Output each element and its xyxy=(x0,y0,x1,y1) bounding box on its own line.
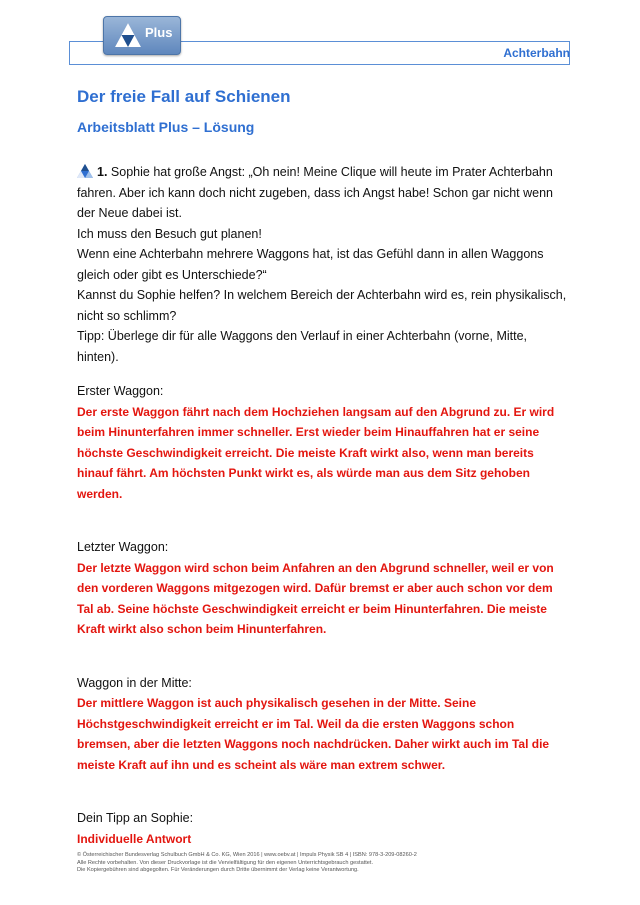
copyright-footer xyxy=(77,852,567,875)
header-topic: Achterbahn xyxy=(503,46,570,60)
answer-tip-for-sophie: Individuelle Antwort xyxy=(77,831,192,846)
footer-line: Alle Rechte vorbehalten. Von dieser Druckvorlage ist die Vervielfältigung für den eigenen Unterrichtsgebrauch gestattet. xyxy=(77,859,374,866)
page-title: Der freie Fall auf Schienen xyxy=(77,87,291,106)
task-paragraph: Kannst du Sophie helfen? In welchem Bereich der Achterbahn wird es, rein physikalisch, nicht so schlimm? xyxy=(77,288,567,323)
task-number: 1. xyxy=(97,165,108,179)
task-tip: Tipp: Überlege dir für alle Waggons den Verlauf in einer Achterbahn (vorne, Mitte, hinten). xyxy=(77,329,528,364)
page-subtitle: Arbeitsblatt Plus – Lösung xyxy=(77,119,255,135)
task-paragraph: Wenn eine Achterbahn mehrere Waggons hat, ist das Gefühl dann in allen Waggons gleich oder gibt es Unterschiede?“ xyxy=(77,247,544,282)
section-label-tip-for-sophie: Dein Tipp an Sophie: xyxy=(77,811,194,825)
worksheet-content xyxy=(77,162,567,849)
answer-middle-waggon: Der mittlere Waggon ist auch physikalisch gesehen in der Mitte. Seine Höchstgeschwindigkeit erreicht er im Tal. Weil da die ersten Waggons schon bremsen, aber die letzten Waggons noch nachdrücken. Daher wirkt auch im Tal die meiste Kraft auf ihn und es scheint als wäre man extrem schwer. xyxy=(77,696,550,772)
level-triangle-icon xyxy=(77,164,93,178)
plus-logo xyxy=(103,16,181,55)
footer-line: © Österreichischer Bundesverlag Schulbuch GmbH & Co. KG, Wien 2016 | www.oebv.at | Impuls Physik SB 4 | ISBN: 978-3-209-08260-2 xyxy=(77,852,417,858)
task-paragraph xyxy=(77,162,567,224)
answer-last-waggon: Der letzte Waggon wird schon beim Anfahren an den Abgrund schneller, weil er von den vorderen Waggons mitgezogen wird. Dafür bremst er aber auch schon vor dem Tal ab. Seine höchste Geschwindigkeit erreicht er beim Hinunterfahren. Die meiste Kraft wirkt also schon beim Hinunterfahren. xyxy=(77,560,554,636)
pyramid-logo-icon xyxy=(114,22,142,48)
section-label-first-waggon: Erster Waggon: xyxy=(77,384,164,398)
footer-line: Die Kopiergebühren sind abgegolten. Für Veränderungen durch Dritte übernimmt der Verlag keine Verantwortung. xyxy=(77,867,359,873)
task-1 xyxy=(77,162,567,367)
logo-label: Plus xyxy=(145,25,173,40)
section-label-last-waggon: Letzter Waggon: xyxy=(77,540,169,554)
task-paragraph: Ich muss den Besuch gut planen! xyxy=(77,226,262,241)
section-label-middle-waggon: Waggon in der Mitte: xyxy=(77,675,192,690)
task-text: Sophie hat große Angst: „Oh nein! Meine Clique will heute im Prater Achterbahn fahren. Aber ich kann doch nicht zugeben, dass ich Angst habe! Schon gar nicht wenn der Neue dabei ist. xyxy=(77,165,554,220)
answer-first-waggon: Der erste Waggon fährt nach dem Hochziehen langsam auf den Abgrund zu. Er wird beim Hinunterfahren immer schneller. Erst wieder beim Hinauffahren hat er seine höchste Geschwindigkeit erreicht. Die meiste Kraft wirkt also, wenn man bereits hinauf fährt. Am höchsten Punkt wirkt es, als würde man aus dem Sitz gehoben werden. xyxy=(77,404,555,501)
